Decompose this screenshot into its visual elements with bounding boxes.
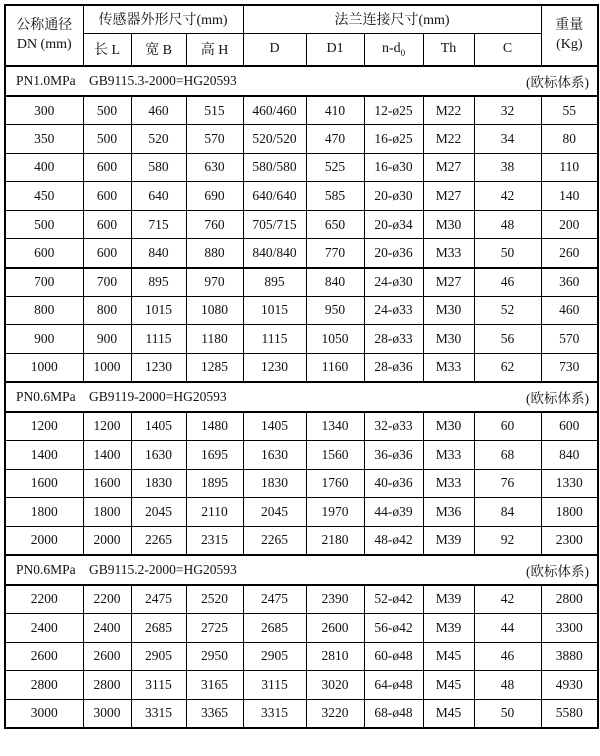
column-header-height-h: 高 H [186, 33, 243, 66]
cell-width-b: 1405 [131, 412, 186, 441]
section-standard-note: (欧标体系) [526, 75, 590, 90]
cell-dn: 2400 [5, 614, 83, 643]
cell-c: 34 [474, 125, 541, 154]
cell-dn: 900 [5, 325, 83, 354]
cell-c: 46 [474, 268, 541, 297]
cell-n-d0: 16-ø25 [364, 125, 423, 154]
cell-th: M27 [423, 268, 474, 297]
column-header-dn [5, 5, 83, 66]
cell-height-h: 630 [186, 153, 243, 182]
cell-length-l: 600 [83, 210, 131, 239]
cell-n-d0: 20-ø34 [364, 210, 423, 239]
cell-d1: 1160 [306, 353, 364, 382]
cell-width-b: 2475 [131, 585, 186, 614]
cell-dn: 700 [5, 268, 83, 297]
cell-weight: 3300 [541, 614, 598, 643]
cell-n-d0: 12-ø25 [364, 96, 423, 125]
cell-length-l: 500 [83, 96, 131, 125]
cell-th: M27 [423, 182, 474, 211]
cell-th: M33 [423, 239, 474, 268]
cell-d1: 1340 [306, 412, 364, 441]
cell-d1: 3020 [306, 671, 364, 700]
cell-weight: 840 [541, 441, 598, 470]
cell-height-h: 2315 [186, 526, 243, 555]
cell-d: 2045 [243, 498, 306, 527]
table-row [5, 125, 598, 154]
cell-length-l: 2600 [83, 642, 131, 671]
cell-width-b: 1830 [131, 469, 186, 498]
cell-weight: 570 [541, 325, 598, 354]
cell-c: 50 [474, 699, 541, 728]
cell-weight: 1330 [541, 469, 598, 498]
cell-d1: 770 [306, 239, 364, 268]
cell-width-b: 3115 [131, 671, 186, 700]
cell-d1: 2810 [306, 642, 364, 671]
cell-c: 84 [474, 498, 541, 527]
cell-d: 520/520 [243, 125, 306, 154]
cell-d1: 3220 [306, 699, 364, 728]
cell-d1: 840 [306, 268, 364, 297]
table-row [5, 153, 598, 182]
cell-th: M30 [423, 325, 474, 354]
spec-table [4, 4, 599, 729]
table-row [5, 585, 598, 614]
cell-weight: 4930 [541, 671, 598, 700]
cell-n-d0: 32-ø33 [364, 412, 423, 441]
cell-height-h: 760 [186, 210, 243, 239]
cell-height-h: 1080 [186, 296, 243, 325]
cell-d1: 525 [306, 153, 364, 182]
group-header-sensor-dimensions: 传感器外形尺寸(mm) [83, 5, 243, 33]
column-header-length-l: 长 L [83, 33, 131, 66]
cell-weight: 140 [541, 182, 598, 211]
cell-height-h: 3165 [186, 671, 243, 700]
cell-dn: 3000 [5, 699, 83, 728]
cell-n-d0: 52-ø42 [364, 585, 423, 614]
cell-d1: 1760 [306, 469, 364, 498]
cell-dn: 800 [5, 296, 83, 325]
section-standard-code: GB9115.3-2000=HG20593 [89, 73, 237, 88]
cell-length-l: 600 [83, 153, 131, 182]
cell-c: 50 [474, 239, 541, 268]
cell-n-d0: 28-ø33 [364, 325, 423, 354]
cell-width-b: 1230 [131, 353, 186, 382]
column-header-weight [541, 5, 598, 66]
cell-n-d0: 48-ø42 [364, 526, 423, 555]
cell-th: M45 [423, 699, 474, 728]
cell-th: M33 [423, 353, 474, 382]
table-row [5, 325, 598, 354]
cell-n-d0: 64-ø48 [364, 671, 423, 700]
table-body [5, 66, 598, 728]
cell-width-b: 840 [131, 239, 186, 268]
cell-d: 2475 [243, 585, 306, 614]
cell-d: 1630 [243, 441, 306, 470]
cell-dn: 500 [5, 210, 83, 239]
cell-weight: 5580 [541, 699, 598, 728]
table-row [5, 353, 598, 382]
cell-d: 2905 [243, 642, 306, 671]
column-header-th: Th [423, 33, 474, 66]
cell-length-l: 2000 [83, 526, 131, 555]
cell-th: M30 [423, 210, 474, 239]
table-row [5, 526, 598, 555]
cell-length-l: 800 [83, 296, 131, 325]
section-standard-note: (欧标体系) [526, 563, 590, 579]
cell-weight: 360 [541, 268, 598, 297]
cell-height-h: 1480 [186, 412, 243, 441]
column-header-d: D [243, 33, 306, 66]
cell-weight: 3880 [541, 642, 598, 671]
cell-weight: 80 [541, 125, 598, 154]
cell-width-b: 2045 [131, 498, 186, 527]
cell-width-b: 2905 [131, 642, 186, 671]
cell-height-h: 3365 [186, 699, 243, 728]
cell-n-d0: 24-ø33 [364, 296, 423, 325]
table-row [5, 441, 598, 470]
section-header-row [5, 382, 598, 412]
cell-dn: 350 [5, 125, 83, 154]
cell-c: 46 [474, 642, 541, 671]
cell-length-l: 600 [83, 239, 131, 268]
cell-d: 3115 [243, 671, 306, 700]
cell-length-l: 3000 [83, 699, 131, 728]
cell-d: 460/460 [243, 96, 306, 125]
table-row [5, 642, 598, 671]
cell-c: 42 [474, 585, 541, 614]
section-header-row [5, 555, 598, 585]
cell-th: M45 [423, 642, 474, 671]
cell-d1: 410 [306, 96, 364, 125]
cell-n-d0: 40-ø36 [364, 469, 423, 498]
cell-c: 44 [474, 614, 541, 643]
cell-c: 60 [474, 412, 541, 441]
cell-d1: 2600 [306, 614, 364, 643]
cell-dn: 2000 [5, 526, 83, 555]
table-row [5, 614, 598, 643]
cell-width-b: 895 [131, 268, 186, 297]
cell-length-l: 2800 [83, 671, 131, 700]
section-pressure-rating: PN0.6MPa [16, 561, 76, 577]
cell-width-b: 1015 [131, 296, 186, 325]
cell-d1: 2390 [306, 585, 364, 614]
cell-length-l: 1000 [83, 353, 131, 382]
cell-width-b: 1115 [131, 325, 186, 354]
table-row [5, 210, 598, 239]
cell-th: M27 [423, 153, 474, 182]
section-pressure-rating: PN0.6MPa [16, 388, 76, 404]
cell-d: 1115 [243, 325, 306, 354]
cell-height-h: 2520 [186, 585, 243, 614]
group-header-flange-dimensions: 法兰连接尺寸(mm) [243, 5, 541, 33]
cell-c: 56 [474, 325, 541, 354]
cell-d1: 1970 [306, 498, 364, 527]
cell-weight: 110 [541, 153, 598, 182]
table-row [5, 412, 598, 441]
cell-c: 48 [474, 671, 541, 700]
cell-width-b: 2265 [131, 526, 186, 555]
table-row [5, 699, 598, 728]
section-header-cell [5, 66, 598, 96]
cell-d: 1830 [243, 469, 306, 498]
table-row [5, 239, 598, 268]
section-standard-code: GB9115.2-2000=HG20593 [89, 561, 237, 577]
cell-th: M30 [423, 296, 474, 325]
table-row [5, 182, 598, 211]
cell-height-h: 880 [186, 239, 243, 268]
cell-n-d0: 44-ø39 [364, 498, 423, 527]
cell-d1: 585 [306, 182, 364, 211]
cell-height-h: 515 [186, 96, 243, 125]
cell-weight: 2300 [541, 526, 598, 555]
cell-c: 92 [474, 526, 541, 555]
cell-weight: 1800 [541, 498, 598, 527]
table-row [5, 469, 598, 498]
column-header-dn-line1: 公称通径 [16, 17, 73, 33]
cell-n-d0: 20-ø36 [364, 239, 423, 268]
section-header-row [5, 66, 598, 96]
section-header-cell [5, 382, 598, 412]
column-header-n-d0 [364, 33, 423, 66]
cell-weight: 460 [541, 296, 598, 325]
cell-n-d0: 16-ø30 [364, 153, 423, 182]
cell-th: M22 [423, 125, 474, 154]
cell-dn: 450 [5, 182, 83, 211]
column-header-weight-line1: 重量 [555, 17, 584, 33]
cell-dn: 2800 [5, 671, 83, 700]
cell-d: 1230 [243, 353, 306, 382]
cell-d1: 2180 [306, 526, 364, 555]
cell-d: 1405 [243, 412, 306, 441]
cell-d: 895 [243, 268, 306, 297]
cell-length-l: 2200 [83, 585, 131, 614]
cell-height-h: 1285 [186, 353, 243, 382]
cell-n-d0: 60-ø48 [364, 642, 423, 671]
cell-dn: 400 [5, 153, 83, 182]
column-header-c: C [474, 33, 541, 66]
cell-width-b: 580 [131, 153, 186, 182]
section-standard-code: GB9119-2000=HG20593 [89, 388, 227, 404]
cell-width-b: 520 [131, 125, 186, 154]
column-header-weight-line2: (Kg) [556, 36, 583, 52]
cell-height-h: 2950 [186, 642, 243, 671]
cell-length-l: 700 [83, 268, 131, 297]
cell-height-h: 2110 [186, 498, 243, 527]
n-d0-subscript: 0 [400, 48, 406, 59]
cell-length-l: 500 [83, 125, 131, 154]
cell-th: M30 [423, 412, 474, 441]
cell-width-b: 3315 [131, 699, 186, 728]
cell-n-d0: 20-ø30 [364, 182, 423, 211]
cell-length-l: 1400 [83, 441, 131, 470]
cell-height-h: 1895 [186, 469, 243, 498]
cell-d: 1015 [243, 296, 306, 325]
cell-n-d0: 36-ø36 [364, 441, 423, 470]
cell-width-b: 460 [131, 96, 186, 125]
cell-length-l: 2400 [83, 614, 131, 643]
cell-d: 580/580 [243, 153, 306, 182]
cell-th: M33 [423, 441, 474, 470]
cell-dn: 2200 [5, 585, 83, 614]
cell-th: M39 [423, 614, 474, 643]
section-pressure-rating: PN1.0MPa [16, 73, 76, 88]
cell-c: 32 [474, 96, 541, 125]
cell-length-l: 900 [83, 325, 131, 354]
cell-d: 705/715 [243, 210, 306, 239]
cell-length-l: 1800 [83, 498, 131, 527]
cell-dn: 1400 [5, 441, 83, 470]
cell-th: M39 [423, 585, 474, 614]
cell-width-b: 1630 [131, 441, 186, 470]
cell-n-d0: 24-ø30 [364, 268, 423, 297]
table-row [5, 498, 598, 527]
cell-height-h: 570 [186, 125, 243, 154]
cell-height-h: 1695 [186, 441, 243, 470]
cell-c: 62 [474, 353, 541, 382]
cell-c: 68 [474, 441, 541, 470]
cell-weight: 600 [541, 412, 598, 441]
cell-c: 76 [474, 469, 541, 498]
cell-length-l: 600 [83, 182, 131, 211]
cell-th: M33 [423, 469, 474, 498]
cell-d1: 950 [306, 296, 364, 325]
cell-d: 840/840 [243, 239, 306, 268]
table-row [5, 96, 598, 125]
cell-d1: 470 [306, 125, 364, 154]
cell-dn: 300 [5, 96, 83, 125]
cell-weight: 260 [541, 239, 598, 268]
cell-th: M39 [423, 526, 474, 555]
column-header-width-b: 宽 B [131, 33, 186, 66]
cell-width-b: 715 [131, 210, 186, 239]
cell-c: 38 [474, 153, 541, 182]
cell-weight: 200 [541, 210, 598, 239]
cell-width-b: 2685 [131, 614, 186, 643]
cell-dn: 1000 [5, 353, 83, 382]
cell-c: 42 [474, 182, 541, 211]
cell-dn: 1200 [5, 412, 83, 441]
cell-weight: 730 [541, 353, 598, 382]
cell-height-h: 690 [186, 182, 243, 211]
cell-n-d0: 56-ø42 [364, 614, 423, 643]
cell-d: 3315 [243, 699, 306, 728]
cell-d1: 650 [306, 210, 364, 239]
cell-weight: 2800 [541, 585, 598, 614]
header-row-groups [5, 5, 598, 33]
cell-dn: 2600 [5, 642, 83, 671]
cell-length-l: 1200 [83, 412, 131, 441]
cell-dn: 1800 [5, 498, 83, 527]
cell-d: 2685 [243, 614, 306, 643]
section-header-cell [5, 555, 598, 585]
n-d0-base: n-d [381, 41, 401, 57]
section-standard-note: (欧标体系) [526, 390, 590, 406]
cell-width-b: 640 [131, 182, 186, 211]
cell-length-l: 1600 [83, 469, 131, 498]
table-row [5, 671, 598, 700]
cell-th: M45 [423, 671, 474, 700]
table-row [5, 268, 598, 297]
table-header [5, 5, 598, 66]
table-row [5, 296, 598, 325]
cell-d: 2265 [243, 526, 306, 555]
cell-th: M36 [423, 498, 474, 527]
cell-d1: 1560 [306, 441, 364, 470]
cell-d1: 1050 [306, 325, 364, 354]
column-header-dn-line2: DN (mm) [16, 36, 72, 52]
cell-c: 52 [474, 296, 541, 325]
cell-th: M22 [423, 96, 474, 125]
cell-height-h: 970 [186, 268, 243, 297]
cell-n-d0: 68-ø48 [364, 699, 423, 728]
header-row-columns [5, 33, 598, 66]
cell-n-d0: 28-ø36 [364, 353, 423, 382]
cell-d: 640/640 [243, 182, 306, 211]
cell-dn: 1600 [5, 469, 83, 498]
column-header-d1: D1 [306, 33, 364, 66]
cell-dn: 600 [5, 239, 83, 268]
cell-height-h: 2725 [186, 614, 243, 643]
cell-c: 48 [474, 210, 541, 239]
cell-height-h: 1180 [186, 325, 243, 354]
cell-weight: 55 [541, 96, 598, 125]
